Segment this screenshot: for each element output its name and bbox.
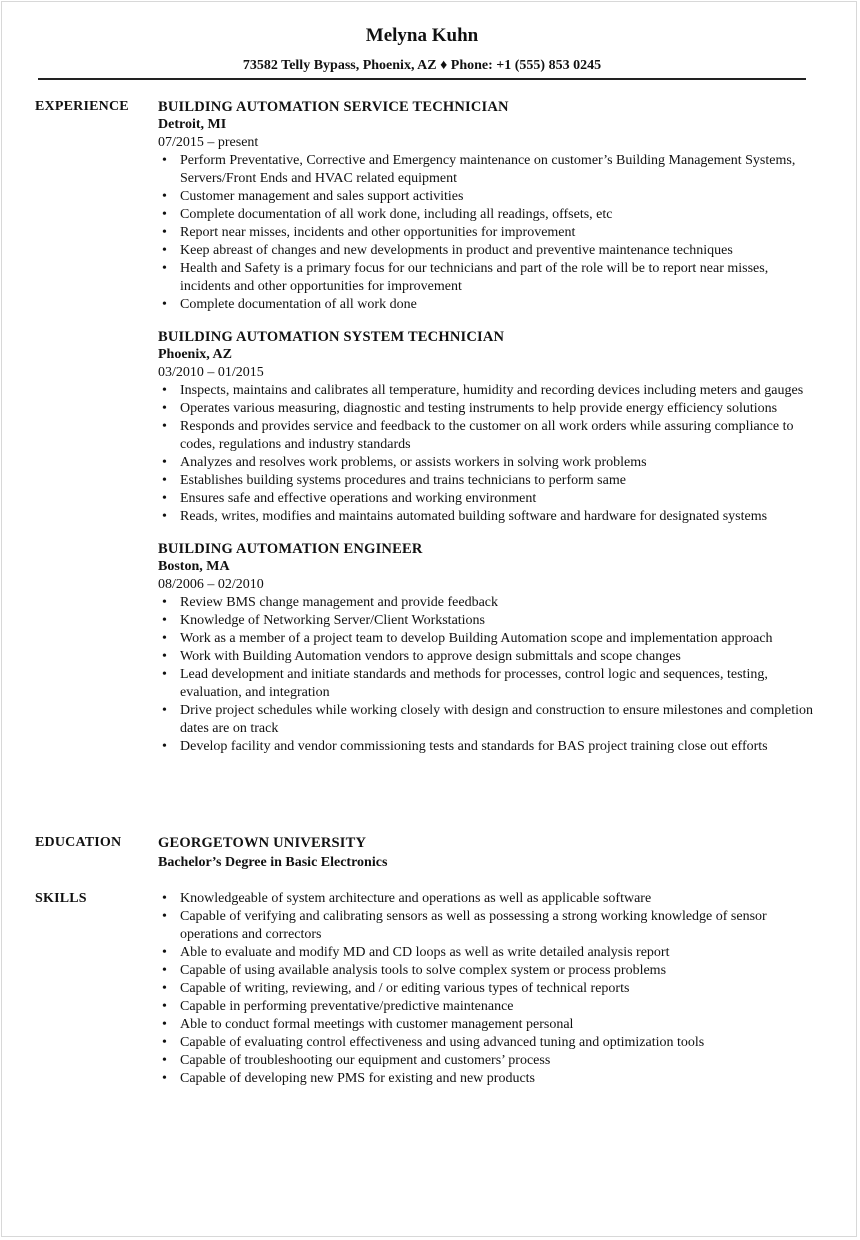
list-item: • Capable of troubleshooting our equipment and customers’ process [158,1052,818,1070]
job-entry [158,328,818,526]
list-item: • Ensures safe and effective operations and working environment [158,490,818,508]
job-location: Phoenix, AZ [158,347,232,362]
job-location: Detroit, MI [158,117,227,132]
list-item: • Lead development and initiate standards and methods for processes, control logic and sequences, testing, evaluation, and integration [158,666,818,702]
education-entry [158,834,818,872]
skills-list-wrap [158,890,818,1088]
list-item: • Health and Safety is a primary focus for our technicians and part of the role will be to report near misses, incidents and other opportunities for improvement [158,260,818,296]
list-item: • Capable of using available analysis tools to solve complex system or process problems [158,962,818,980]
job-dates: 08/2006 – 02/2010 [158,577,264,592]
list-item: • Capable of verifying and calibrating sensors as well as possessing a strong working knowledge of sensor operations and correctors [158,908,818,944]
experience-entries [158,98,818,770]
list-item: • Complete documentation of all work done [158,296,818,314]
list-item: • Work as a member of a project team to develop Building Automation scope and implementation approach [158,630,818,648]
job-responsibilities [158,382,818,526]
job-dates: 07/2015 – present [158,135,259,150]
skills-list [158,890,818,1088]
job-dates: 03/2010 – 01/2015 [158,365,264,380]
degree: Bachelor’s Degree in Basic Electronics [158,855,388,870]
list-item: • Able to conduct formal meetings with customer management personal [158,1016,818,1034]
list-item: • Analyzes and resolves work problems, or assists workers in solving work problems [158,454,818,472]
list-item: • Knowledgeable of system architecture and operations as well as applicable software [158,890,818,908]
list-item: • Drive project schedules while working closely with design and construction to ensure milestones and completion dates are on track [158,702,818,738]
list-item: • Able to evaluate and modify MD and CD loops as well as write detailed analysis report [158,944,818,962]
list-item: • Report near misses, incidents and other opportunities for improvement [158,224,818,242]
list-item: • Operates various measuring, diagnostic and testing instruments to help provide energy efficiency solutions [158,400,818,418]
job-title: BUILDING AUTOMATION SERVICE TECHNICIAN [158,99,509,115]
job-location: Boston, MA [158,559,230,574]
list-item: • Capable of evaluating control effectiveness and using advanced tuning and optimization tools [158,1034,818,1052]
list-item: • Perform Preventative, Corrective and Emergency maintenance on customer’s Building Management Systems, Servers/Front Ends and HVAC related equipment [158,152,818,188]
job-entry [158,98,818,314]
resume-header [0,24,844,74]
candidate-name: Melyna Kuhn [365,25,479,46]
list-item: • Work with Building Automation vendors to approve design submittals and scope changes [158,648,818,666]
job-responsibilities [158,152,818,314]
section-label-experience: EXPERIENCE [35,99,129,114]
list-item: • Keep abreast of changes and new developments in product and preventive maintenance techniques [158,242,818,260]
list-item: • Complete documentation of all work done, including all readings, offsets, etc [158,206,818,224]
contact-line: 73582 Telly Bypass, Phoenix, AZ ♦ Phone: +1 (555) 853 0245 [242,58,602,73]
list-item: • Reads, writes, modifies and maintains automated building software and hardware for designated systems [158,508,818,526]
list-item: • Establishes building systems procedures and trains technicians to perform same [158,472,818,490]
list-item: • Customer management and sales support activities [158,188,818,206]
list-item: • Capable of writing, reviewing, and / or editing various types of technical reports [158,980,818,998]
list-item: • Responds and provides service and feedback to the customer on all work orders while assuring compliance to codes, regulations and industry standards [158,418,818,454]
job-responsibilities [158,594,818,756]
job-entry [158,540,818,756]
header-divider [38,78,806,80]
job-title: BUILDING AUTOMATION ENGINEER [158,541,423,557]
list-item: • Develop facility and vendor commissioning tests and standards for BAS project training close out efforts [158,738,818,756]
list-item: • Knowledge of Networking Server/Client Workstations [158,612,818,630]
list-item: • Capable of developing new PMS for existing and new products [158,1070,818,1088]
list-item: • Capable in performing preventative/predictive maintenance [158,998,818,1016]
school-name: GEORGETOWN UNIVERSITY [158,835,367,851]
job-title: BUILDING AUTOMATION SYSTEM TECHNICIAN [158,329,505,345]
list-item: • Inspects, maintains and calibrates all temperature, humidity and recording devices including meters and gauges [158,382,818,400]
section-label-skills: SKILLS [35,891,87,906]
section-label-education: EDUCATION [35,835,122,850]
list-item: • Review BMS change management and provide feedback [158,594,818,612]
